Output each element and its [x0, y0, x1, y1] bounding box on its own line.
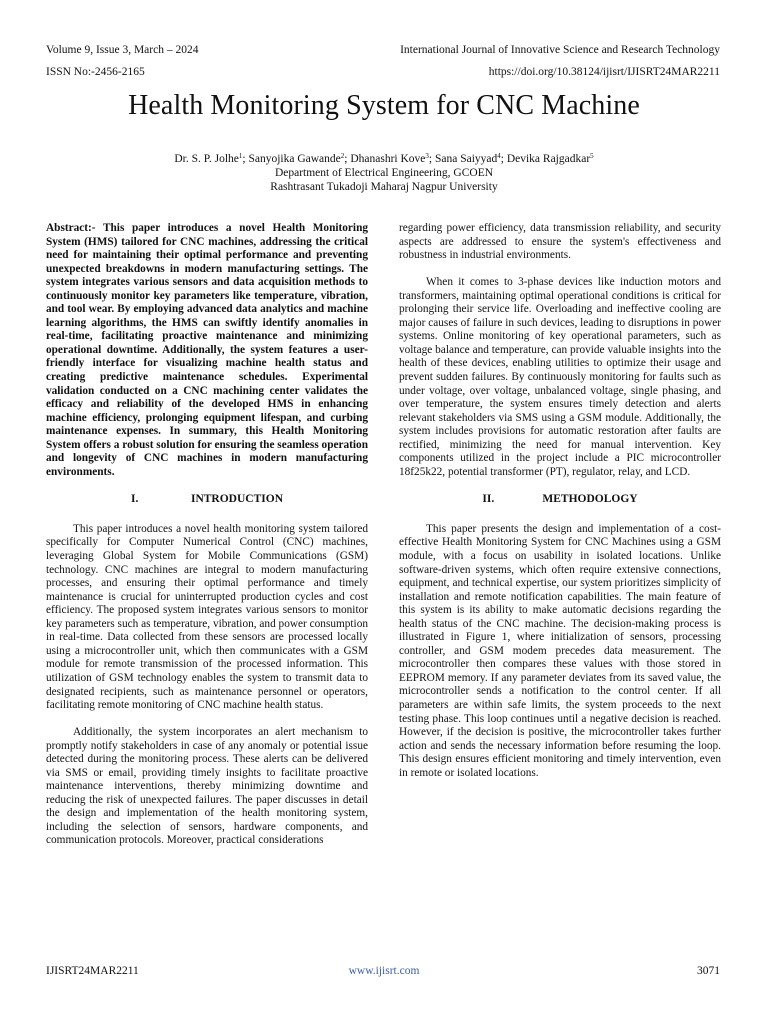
body-paragraph: When it comes to 3-phase devices like induction motors and transformers, maintaining optimal operational conditions is critical for prolonging their service life. Overloading and ineffective cooling are major causes of failure in such devices, leading to disruptions in power systems. Online monitoring of key operational parameters, such as voltage balance and temperature, can provide valuable insights into the health of these devices, enabling utilities to optimize their usage and prevent sudden failures. By continuously monitoring for faults such as under voltage, over voltage, unbalanced voltage, single phasing, and over temperature, the system ensures timely detection and alerts relevant stakeholders via SMS using a GSM module. Additionally, the system includes provisions for automatic restoration after faults are rectified, minimizing the need for manual intervention. Key components utilized in the project include a PIC microcontroller 18f25k22, potential transformer (PT), regulator, relay, and LCD.: [399, 276, 721, 478]
body-paragraph: This paper introduces a novel health monitoring system tailored specifically for Computer Numerical Control (CNC) machines, leveraging Global System for Mobile Communications (GSM) technology. CNC machines are integral to modern manufacturing processes, and ensuring their optimal performance and timely maintenance is crucial for uninterrupted production cycles and cost efficiency. The proposed system integrates various sensors to monitor key parameters such as temperature, vibration, and power consumption in real-time. Data collected from these sensors are processed locally using a microcontroller unit, which then communicates with a GSM module for remote transmission of the processed information. This utilization of GSM technology enables the system to transmit data to designated recipients, such as maintenance personnel or operators, facilitating remote monitoring of CNC machine health status.: [46, 522, 368, 712]
journal-name: International Journal of Innovative Science and Research Technology: [400, 44, 720, 56]
author-affiliation-mark: 1: [238, 152, 243, 160]
department: Department of Electrical Engineering, GCOEN: [274, 167, 494, 179]
author-name: Sana Saiyyad: [434, 153, 498, 165]
issn: ISSN No:-2456-2165: [46, 66, 145, 78]
author-affiliation-mark: 5: [590, 152, 594, 160]
author-name: Dhanashri Kove: [350, 153, 426, 165]
author-list: Dr. S. P. Jolhe$^1$; Sanyojika Gawande$^2$; Dhanashri Kove$^3$; Sana Saiyyad$^4$; Devika Rajgadkar$^5$: [174, 152, 594, 165]
author-affiliation-mark: 4: [497, 152, 501, 160]
body-paragraph-continued: regarding power efficiency, data transmission reliability, and security aspects are addressed to ensure the system's effectiveness and robustness in industrial environments.: [399, 222, 721, 262]
body-paragraph: Additionally, the system incorporates an alert mechanism to promptly notify stakeholders in case of any anomaly or potential issue detected during the monitoring process. These alerts can be delivered via SMS or email, providing timely insights to facilitate proactive maintenance interventions, thereby minimizing downtime and reducing the risk of unexpected failures. The paper discusses in detail the design and implementation of the health monitoring system, including the selection of sensors, hardware components, and communication protocols. Moreover, practical considerations: [46, 726, 368, 847]
section-number: II.: [482, 493, 495, 506]
right-column: [399, 222, 721, 780]
author-block: [0, 152, 768, 194]
author-name: Devika Rajgadkar: [506, 153, 591, 165]
paper-title: Health Monitoring System for CNC Machine: [128, 90, 640, 121]
left-column: [46, 222, 368, 848]
author-affiliation-mark: 2: [340, 152, 345, 160]
abstract: Abstract:- This paper introduces a novel Health Monitoring System (HMS) tailored for CNC machines, addressing the critical need for maintaining their optimal performance and preventing unexpected breakdowns in modern manufacturing settings. The system integrates various sensors and data acquisition methods to continuously monitor key parameters like temperature, vibration, and tool wear. By employing advanced data analytics and machine learning algorithms, the HMS can swiftly identify anomalies in real-time, facilitating proactive maintenance and minimizing operational downtime. Additionally, the system features a user-friendly interface for visualizing machine health status and creating predictive maintenance schedules. Experimental validation conducted on a CNC machining center validates the efficacy and reliability of the developed HMS in enhancing machine efficiency, prolonging equipment lifespan, and curbing maintenance expenses. In summary, this Health Monitoring System offers a robust solution for ensuring the seamless operation and longevity of CNC machines in modern manufacturing environments.: [46, 222, 368, 478]
section-heading-introduction: [46, 493, 368, 507]
footer-paper-id: IJISRT24MAR2211: [46, 965, 139, 977]
doi-link[interactable]: https://doi.org/10.38124/ijisrt/IJISRT24MAR2211: [488, 66, 720, 78]
section-title: INTRODUCTION: [190, 493, 283, 506]
page-number: 3071: [697, 965, 720, 977]
section-number: I.: [130, 493, 139, 506]
section-heading-methodology: [399, 493, 721, 507]
author-name: Dr. S. P. Jolhe: [174, 153, 239, 165]
author-affiliation-mark: 3: [425, 152, 429, 160]
section-title: METHODOLOGY: [542, 493, 638, 506]
university: Rashtrasant Tukadoji Maharaj Nagpur University: [270, 181, 498, 193]
author-name: Sanyojika Gawande: [248, 153, 341, 165]
body-paragraph: This paper presents the design and implementation of a cost-effective Health Monitoring System for CNC Machines using a GSM module, with a focus on usability in isolated locations. Unlike software-driven systems, which often require extensive connections, equipment, and technical expertise, our system prioritizes simplicity of installation and remote notification capabilities. The main feature of this system is its ability to make automatic decisions regarding the health status of the CNC machine. The decision-making process is illustrated in Figure 1, where initialization of sensors, processing controller, and GSM modem precedes data measurement. The microcontroller then compares these values with those stored in EEPROM memory. If any parameter deviates from its saved value, the microcontroller sends a notification to the control center. If all parameters are within safe limits, the system proceeds to the next testing phase. This loop continues until a negative decision is reached. However, if the decision is positive, the microcontroller takes further action and sends the necessary information before resuming the loop. This design ensures efficient monitoring and timely intervention, even in remote or isolated locations.: [399, 522, 721, 779]
volume-info: Volume 9, Issue 3, March – 2024: [46, 44, 199, 56]
footer-website-link[interactable]: www.ijisrt.com: [348, 965, 420, 977]
